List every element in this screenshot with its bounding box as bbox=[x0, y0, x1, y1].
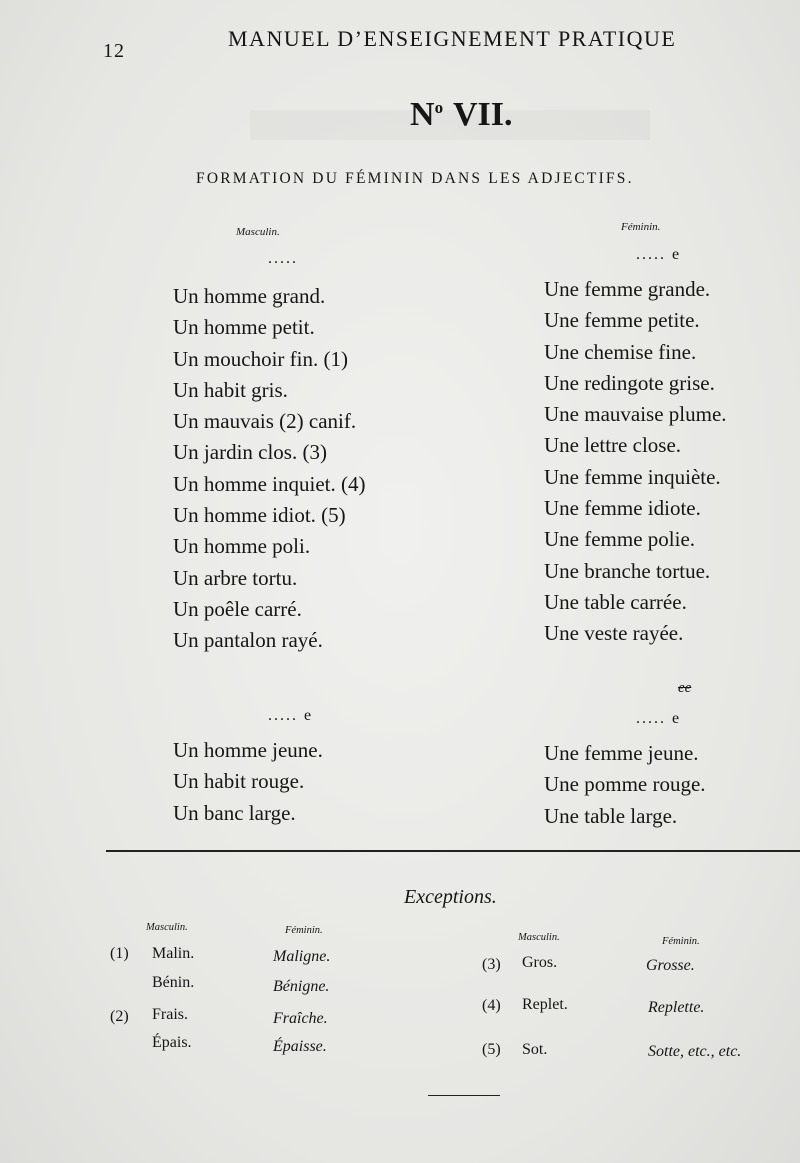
masculine-ending-marker: ..... bbox=[268, 250, 298, 267]
masculine-list-2 bbox=[173, 735, 323, 829]
masculine-example: Un homme grand. bbox=[173, 284, 326, 308]
exception-masculine: Malin. bbox=[152, 945, 195, 962]
feminine-example: Une table carrée. bbox=[544, 589, 687, 614]
masculine-example: Un arbre tortu. bbox=[173, 565, 298, 590]
exception-ref: (4) bbox=[482, 997, 501, 1014]
exceptions-left-fem-head: Féminin. bbox=[285, 925, 323, 936]
section-title: FORMATION DU FÉMININ DANS LES ADJECTIFS. bbox=[196, 170, 634, 187]
exception-ref: (3) bbox=[482, 956, 501, 973]
masculine-example: Un homme jeune. bbox=[173, 738, 323, 762]
masculine-example: Un poêle carré. bbox=[173, 596, 302, 621]
masculine-example: Un pantalon rayé. bbox=[173, 628, 323, 653]
exception-feminine: Maligne. bbox=[273, 948, 331, 965]
masculine-example: Un habit gris. bbox=[173, 377, 288, 402]
exception-feminine: Bénigne. bbox=[273, 978, 330, 995]
section-number-value: VII. bbox=[452, 96, 513, 133]
masculine-example: Un mauvais (2) canif. bbox=[173, 409, 357, 434]
exception-ref: (1) bbox=[110, 945, 129, 962]
feminine-ending-marker-2: ..... e bbox=[636, 710, 682, 727]
section-number-prefix: N bbox=[410, 96, 435, 133]
feminine-example: Une femme jeune. bbox=[544, 741, 699, 765]
exception-ref: (5) bbox=[482, 1041, 501, 1058]
masculine-column-head: Masculin. bbox=[236, 226, 280, 238]
exception-masculine: Frais. bbox=[152, 1006, 188, 1023]
feminine-example: Une femme inquiète. bbox=[544, 464, 721, 489]
exceptions-right-masc-head: Masculin. bbox=[518, 932, 560, 943]
masculine-example: Un homme petit. bbox=[173, 315, 315, 340]
exception-feminine: Sotte, etc., etc. bbox=[648, 1043, 742, 1060]
feminine-list-2 bbox=[544, 738, 706, 832]
exception-masculine: Gros. bbox=[522, 954, 558, 971]
feminine-column-head: Féminin. bbox=[621, 221, 661, 233]
masculine-example: Un habit rouge. bbox=[173, 769, 305, 794]
masculine-example: Un banc large. bbox=[173, 800, 296, 825]
masculine-example: Un homme poli. bbox=[173, 534, 311, 559]
handwritten-correction: ee bbox=[678, 680, 692, 696]
exception-masculine: Épais. bbox=[152, 1034, 192, 1051]
exceptions-title: Exceptions. bbox=[404, 886, 497, 908]
exception-masculine: Bénin. bbox=[152, 974, 195, 991]
masculine-example: Un jardin clos. (3) bbox=[173, 440, 327, 465]
feminine-list-1 bbox=[544, 274, 727, 650]
masculine-ending-marker-2: ..... e bbox=[268, 707, 314, 724]
running-title: MANUEL D’ENSEIGNEMENT PRATIQUE bbox=[228, 26, 677, 51]
feminine-example: Une branche tortue. bbox=[544, 558, 711, 583]
exceptions-left-masc-head: Masculin. bbox=[146, 922, 188, 933]
feminine-example: Une table large. bbox=[544, 803, 678, 828]
masculine-example: Un homme idiot. (5) bbox=[173, 503, 346, 528]
feminine-example: Une chemise fine. bbox=[544, 339, 697, 364]
masculine-example: Un homme inquiet. (4) bbox=[173, 471, 366, 496]
exception-masculine: Sot. bbox=[522, 1041, 548, 1058]
feminine-example: Une femme polie. bbox=[544, 527, 696, 552]
feminine-example: Une femme idiote. bbox=[544, 496, 701, 521]
exception-masculine: Replet. bbox=[522, 996, 568, 1013]
exception-feminine: Épaisse. bbox=[273, 1038, 327, 1055]
feminine-example: Une pomme rouge. bbox=[544, 772, 706, 797]
feminine-example: Une mauvaise plume. bbox=[544, 402, 727, 427]
feminine-example: Une veste rayée. bbox=[544, 621, 684, 646]
section-divider bbox=[106, 850, 800, 852]
section-number bbox=[410, 96, 512, 134]
feminine-example: Une redingote grise. bbox=[544, 370, 715, 395]
end-rule bbox=[428, 1095, 500, 1096]
exception-feminine: Grosse. bbox=[646, 957, 695, 974]
section-number-sup: o bbox=[434, 97, 444, 117]
page-number: 12 bbox=[103, 40, 125, 62]
exception-ref: (2) bbox=[110, 1008, 129, 1025]
masculine-list-1 bbox=[173, 281, 365, 657]
exception-feminine: Replette. bbox=[648, 999, 705, 1016]
exceptions-right-fem-head: Féminin. bbox=[662, 936, 700, 947]
masculine-example: Un mouchoir fin. (1) bbox=[173, 346, 348, 371]
feminine-example: Une lettre close. bbox=[544, 433, 682, 458]
feminine-example: Une femme petite. bbox=[544, 308, 700, 333]
feminine-example: Une femme grande. bbox=[544, 277, 711, 301]
feminine-ending-marker: ..... e bbox=[636, 246, 682, 263]
exception-feminine: Fraîche. bbox=[273, 1010, 328, 1027]
